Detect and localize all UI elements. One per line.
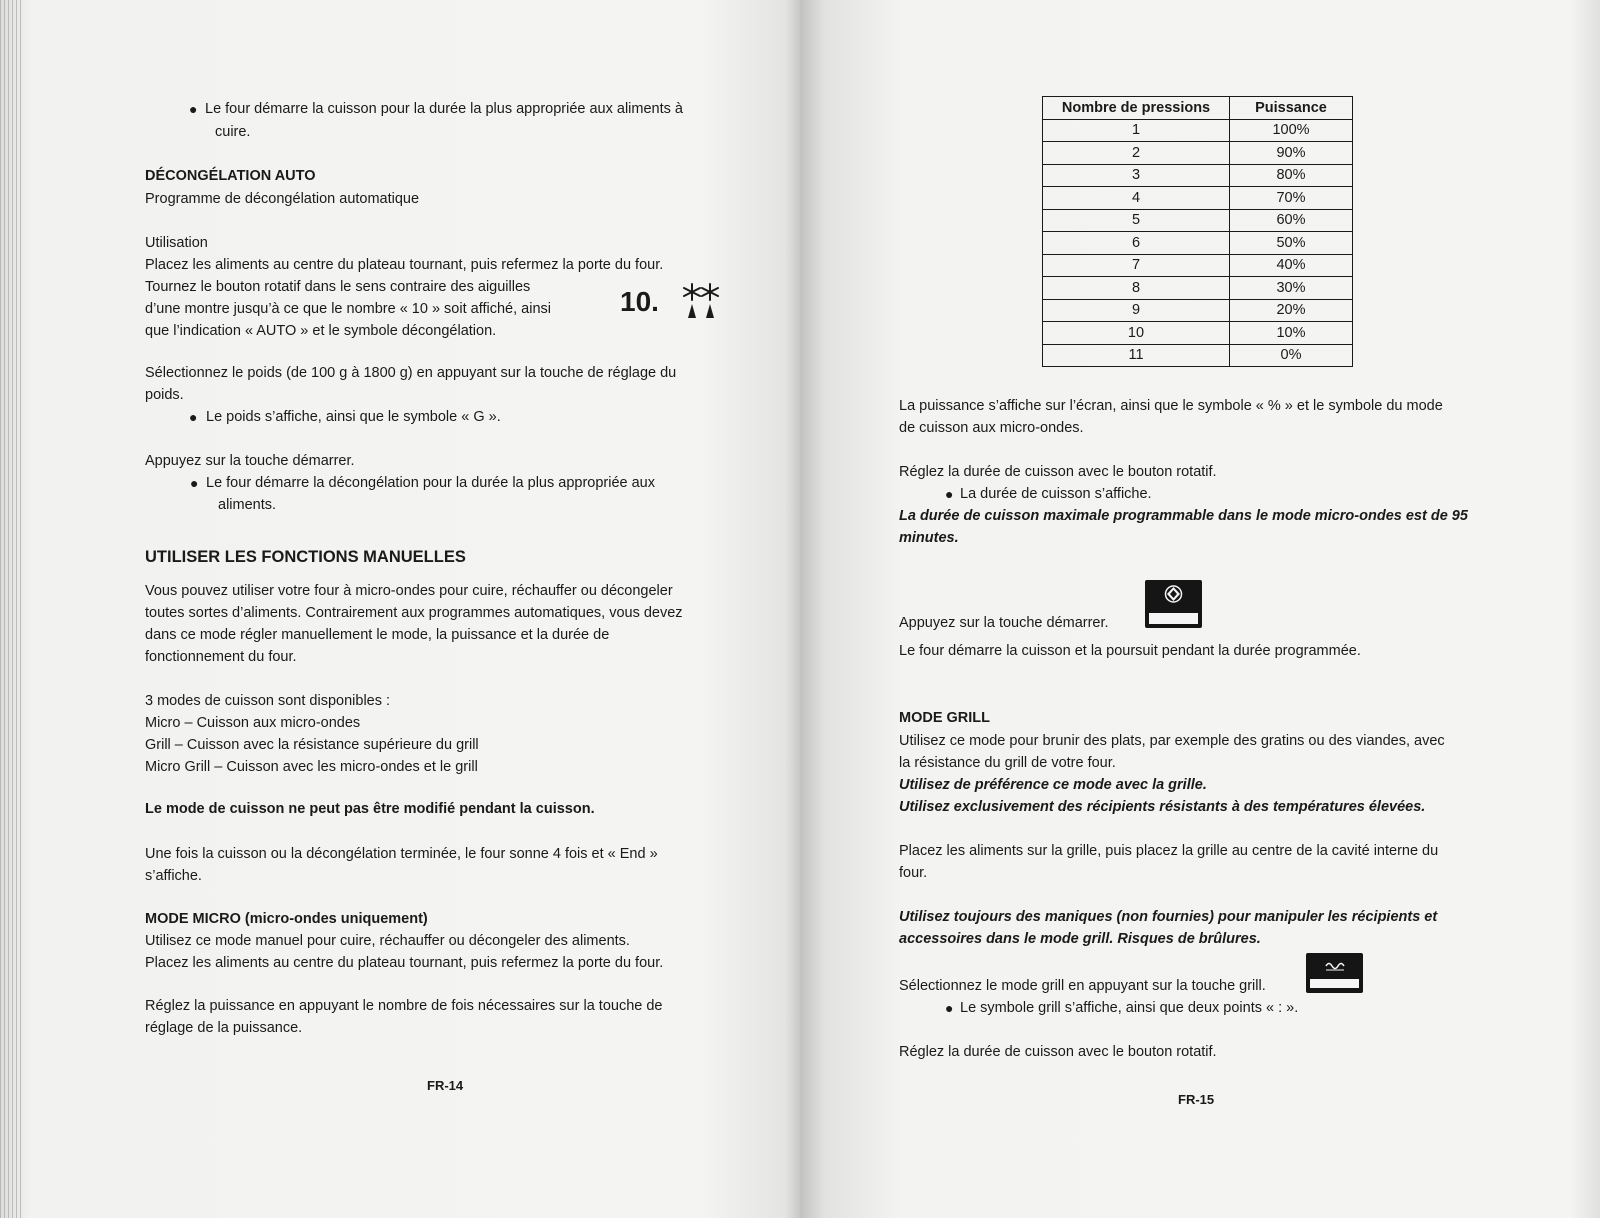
paragraph-line: Une fois la cuisson ou la décongélation terminée, le four sonne 4 fois et « End » [145,846,658,862]
table-row [1043,322,1353,345]
table-cell: 2 [1043,142,1230,165]
grill-key-icon [1306,953,1363,993]
table-cell: 6 [1043,232,1230,255]
paragraph-line: Le four démarre la cuisson pour la durée la plus appropriée aux aliments à [205,101,683,117]
table-cell: 100% [1230,119,1353,142]
table-cell: 60% [1230,209,1353,232]
table-cell: 11 [1043,344,1230,367]
paragraph-line: La puissance s’affiche sur l’écran, ainsi que le symbole « % » et le symbole du mode [899,398,1443,414]
paragraph-line: la résistance du grill de votre four. [899,755,1116,771]
paragraph-line: Le four démarre la cuisson et la poursuit pendant la durée programmée. [899,643,1361,659]
section-title-decongelation: DÉCONGÉLATION AUTO [145,168,316,184]
paragraph-line: cuire. [215,124,251,140]
emphasis-line: Utilisez toujours des maniques (non fournies) pour manipuler les récipients et [899,909,1438,925]
table-cell: 20% [1230,299,1353,322]
paragraph-line: Utilisez ce mode pour brunir des plats, par exemple des gratins ou des viandes, avec [899,733,1445,749]
paragraph-line: Vous pouvez utiliser votre four à micro-ondes pour cuire, réchauffer ou décongeler [145,583,673,599]
paragraph-line: d’une montre jusqu’à ce que le nombre « 10 » soit affiché, ainsi [145,301,551,317]
table-cell: 9 [1043,299,1230,322]
mode-item: Micro Grill – Cuisson avec les micro-ondes et le grill [145,759,478,775]
paragraph-line: Sélectionnez le poids (de 100 g à 1800 g) en appuyant sur la touche de réglage du [145,365,677,381]
paragraph-line: Tournez le bouton rotatif dans le sens contraire des aiguilles [145,279,531,295]
emphasis-line: accessoires dans le mode grill. Risques de brûlures. [899,931,1261,947]
page-number: FR-15 [1178,1092,1215,1107]
paragraph-line: réglage de la puissance. [145,1020,303,1036]
paragraph-line: Réglez la durée de cuisson avec le bouton rotatif. [899,1044,1217,1060]
table-cell: 5 [1043,209,1230,232]
table-row [1043,344,1353,367]
table-cell: 80% [1230,164,1353,187]
table-row [1043,142,1353,165]
table-cell: 10% [1230,322,1353,345]
table-row [1043,277,1353,300]
paragraph-line: La durée de cuisson s’affiche. [960,486,1152,502]
table-row [1043,299,1353,322]
warning-text: Le mode de cuisson ne peut pas être modifié pendant la cuisson. [145,801,595,817]
power-table [1042,96,1353,367]
bullet-dot: ● [945,1000,954,1016]
section-subtitle: Programme de décongélation automatique [145,191,420,207]
start-key-icon [1145,580,1202,628]
emphasis-line: Utilisez de préférence ce mode avec la grille. [899,777,1207,793]
binding-edge [0,0,22,1218]
table-cell: 70% [1230,187,1353,210]
usage-label: Utilisation [145,235,208,251]
table-row [1043,209,1353,232]
paragraph-line: Réglez la puissance en appuyant le nombre de fois nécessaires sur la touche de [145,998,663,1014]
table-row [1043,119,1353,142]
section-title-manual: UTILISER LES FONCTIONS MANUELLES [145,548,466,566]
table-row [1043,164,1353,187]
table-row [1043,232,1353,255]
table-cell: 1 [1043,119,1230,142]
paragraph-line: s’affiche. [145,868,202,884]
section-title-grill: MODE GRILL [899,710,991,726]
paragraph-line: Placez les aliments au centre du plateau tournant, puis refermez la porte du four. [145,257,664,273]
mode-item: Grill – Cuisson avec la résistance supérieure du grill [145,737,479,753]
table-header: Nombre de pressions [1043,97,1230,120]
paragraph-line: Placez les aliments sur la grille, puis placez la grille au centre de la cavité interne du [899,843,1439,859]
paragraph-line: Appuyez sur la touche démarrer. [145,453,355,469]
table-cell: 8 [1043,277,1230,300]
emphasis-line: minutes. [899,530,959,546]
paragraph-line: que l’indication « AUTO » et le symbole décongélation. [145,323,497,339]
table-cell: 4 [1043,187,1230,210]
mode-item: Micro – Cuisson aux micro-ondes [145,715,361,731]
bullet-dot: ● [945,486,954,502]
paragraph-line: poids. [145,387,184,403]
bullet-dot: ● [190,475,199,491]
table-cell: 90% [1230,142,1353,165]
paragraph-line: aliments. [218,497,277,513]
paragraph-line: Le poids s’affiche, ainsi que le symbole « G ». [206,409,501,425]
paragraph-line: Appuyez sur la touche démarrer. [899,615,1109,631]
table-cell: 30% [1230,277,1353,300]
bullet-dot: ● [189,101,198,117]
paragraph-line: dans ce mode régler manuellement le mode, la puissance et la durée de [145,627,610,643]
table-row [1043,187,1353,210]
table-cell: 7 [1043,254,1230,277]
paragraph-line: 3 modes de cuisson sont disponibles : [145,693,391,709]
bullet-dot: ● [189,409,198,425]
paragraph-line: Le symbole grill s’affiche, ainsi que deux points « : ». [960,1000,1299,1016]
paragraph-line: de cuisson aux micro-ondes. [899,420,1084,436]
section-title-micro: MODE MICRO (micro-ondes uniquement) [145,911,428,927]
table-cell: 0% [1230,344,1353,367]
emphasis-line: La durée de cuisson maximale programmable dans le mode micro-ondes est de 95 [899,508,1468,524]
table-header-row [1043,97,1353,120]
table-cell: 3 [1043,164,1230,187]
paragraph-line: Sélectionnez le mode grill en appuyant sur la touche grill. [899,978,1266,994]
table-cell: 50% [1230,232,1353,255]
page-number: FR-14 [427,1078,464,1093]
table-row [1043,254,1353,277]
paragraph-line: toutes sortes d’aliments. Contrairement aux programmes automatiques, vous devez [145,605,683,621]
paragraph-line: Utilisez ce mode manuel pour cuire, réchauffer ou décongeler des aliments. [145,933,630,949]
emphasis-line: Utilisez exclusivement des récipients résistants à des températures élevées. [899,799,1426,815]
snowflake-defrost-icon [678,280,726,324]
table-cell: 40% [1230,254,1353,277]
table-header: Puissance [1230,97,1353,120]
paragraph-line: Placez les aliments au centre du plateau tournant, puis refermez la porte du four. [145,955,664,971]
paragraph-line: four. [899,865,928,881]
paragraph-line: fonctionnement du four. [145,649,297,665]
paragraph-line: Le four démarre la décongélation pour la durée la plus appropriée aux [206,475,655,491]
paragraph-line: Réglez la durée de cuisson avec le bouton rotatif. [899,464,1217,480]
table-cell: 10 [1043,322,1230,345]
display-number: 10. [620,286,659,317]
